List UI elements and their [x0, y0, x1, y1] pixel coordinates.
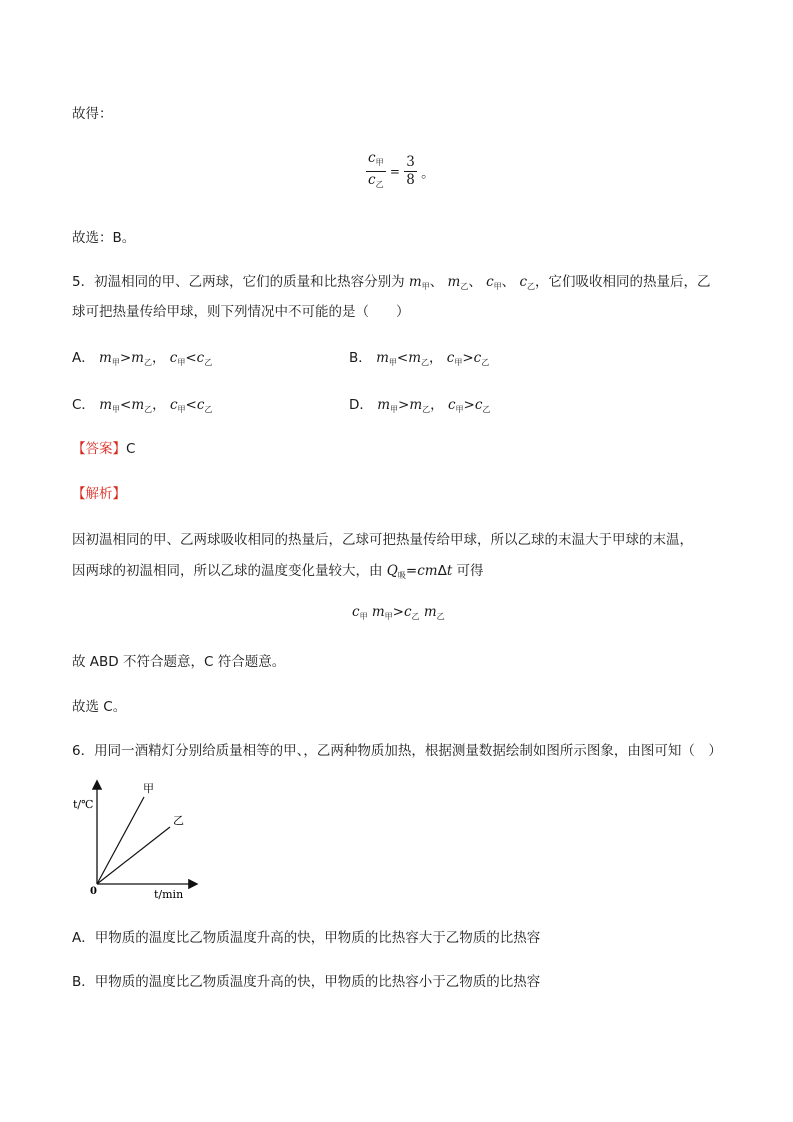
intro-text: 故得：	[72, 106, 113, 122]
answer-value: C	[126, 441, 136, 457]
q5-option-b[interactable]: B． $m_甲<m_乙$， $c_甲>c_乙$	[349, 350, 490, 367]
temperature-time-graph	[70, 772, 210, 904]
q6-option-b[interactable]: B．甲物质的温度比乙物质温度升高的快，甲物质的比热容小于乙物质的比热容	[72, 974, 541, 990]
q5-option-a[interactable]: A． $m_甲>m_乙$， $c_甲<c_乙$	[72, 350, 213, 367]
q5-select: 故选 C。	[72, 699, 127, 715]
x-axis-label: t/min	[154, 888, 184, 901]
select-b-text: 故选：B。	[72, 230, 136, 246]
q5-answer	[72, 437, 135, 457]
q6-stem: 6．用同一酒精灯分别给质量相等的甲、，乙两种物质加热，根据测量数据绘制如图所示图象，由图可知（ ）	[72, 743, 722, 759]
line-yi	[97, 827, 170, 884]
q5-analysis-line1: 因初温相同的甲、乙两球吸收相同的热量后，乙球可把热量传给甲球，所以乙球的末温大于甲球的末温，	[72, 532, 693, 548]
lhs-fraction: $\frac{c_甲}{c_乙}$	[368, 150, 384, 189]
rhs-fraction: $\frac{3}{8}$	[406, 154, 415, 188]
q5-conclusion: 故 ABD 不符合题意，C 符合题意。	[72, 654, 286, 670]
y-axis-label: t/℃	[73, 798, 94, 811]
q6-option-a[interactable]: A．甲物质的温度比乙物质温度升高的快，甲物质的比热容大于乙物质的比热容	[72, 930, 541, 946]
q5-option-c[interactable]: C． $m_甲<m_乙$， $c_甲<c_乙$	[72, 397, 213, 414]
answer-label: 【答案】	[72, 441, 126, 457]
q5-analysis-line2: 因两球的初温相同，所以乙球的温度变化量较大，由 $Q_吸=cm\Delta t$ 可得	[72, 563, 484, 580]
q5-stem-line2: 球可把热量传给甲球，则下列情况中不可能的是（ ）	[72, 304, 410, 320]
q5-stem-line1: 5．初温相同的甲、乙两球，它们的质量和比热容分别为 $m_甲$、 $m_乙$、 $c_甲$、 $c_乙$，它们吸收相同的热量后，乙	[72, 274, 711, 291]
q5-analysis-label: 【解析】	[72, 486, 126, 502]
label-yi: 乙	[173, 814, 184, 827]
ratio-formula: $\frac{c_甲}{c_乙}$ = $\frac{3}{8}$ 。	[366, 150, 435, 193]
line-jia	[97, 797, 144, 884]
origin-label: 0	[90, 886, 97, 897]
q5-inequality: $c_甲$ $m_甲>c_乙$ $m_乙$	[352, 604, 445, 621]
q5-option-d[interactable]: D． $m_甲>m_乙$， $c_甲>c_乙$	[349, 397, 491, 414]
label-jia: 甲	[143, 782, 154, 795]
